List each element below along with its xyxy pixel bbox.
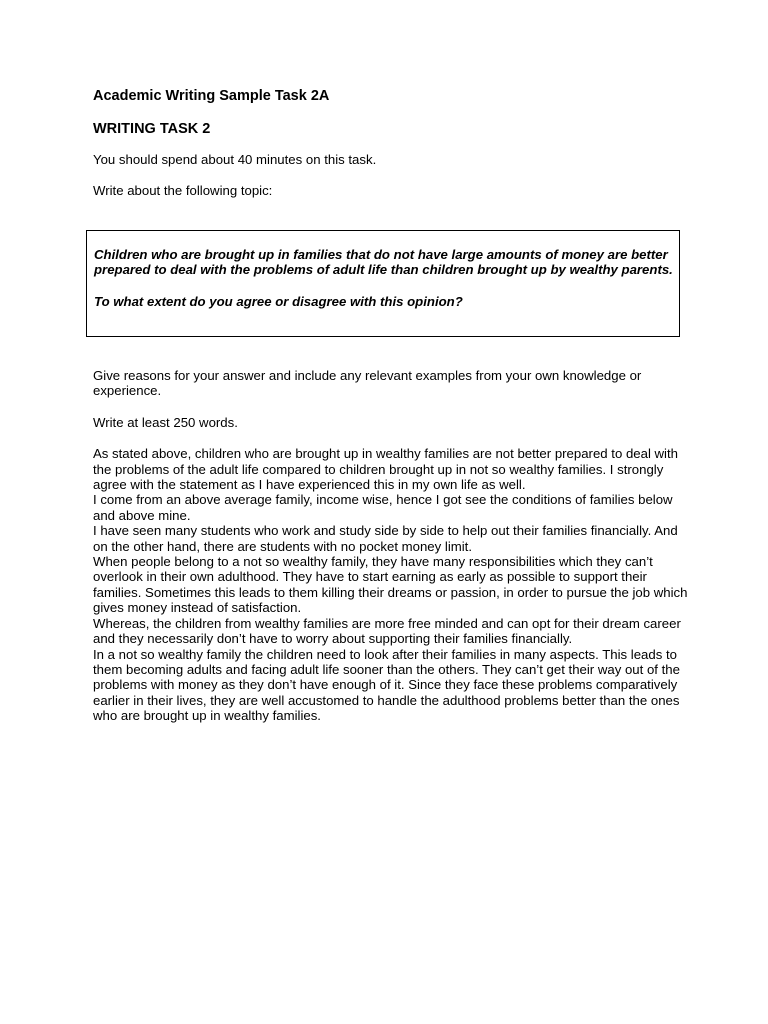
- header-section: [93, 86, 693, 199]
- essay-paragraph: In a not so wealthy family the children need to look after their families in many aspects. This leads to them becoming adults and facing adult life sooner than the others. They can’t get their way out of the problems with money as they don’t have enough of it. Since they face these problems comparatively earlier in their lives, they are well accustomed to handle the adulthood problems better than the ones who are brought up in wealthy families.: [93, 646, 680, 724]
- essay-paragraph: As stated above, children who are brought up in wealthy families are not better prepared to deal with the problems of the adult life compared to children brought up in not so wealthy families. I strongly agree with the statement as I have experienced this in my own life as well.: [93, 446, 678, 493]
- topic-instruction: Write about the following topic:: [93, 183, 273, 199]
- essay-paragraph: When people belong to a not so wealthy family, they have many responsibilities which they can’t overlook in their own adulthood. They have to start earning as early as possible to support their families. Sometimes this leads to them killing their dreams or passion, in order to pursue the job which gives money instead of satisfaction.: [93, 554, 688, 616]
- task-heading: WRITING TASK 2: [93, 121, 211, 137]
- prompt-content: [94, 247, 676, 309]
- essay-paragraph: I have seen many students who work and study side by side to help out their families financially. And on the other hand, there are students with no pocket money limit.: [93, 523, 678, 554]
- essay-body: [93, 446, 693, 723]
- essay-paragraph: Whereas, the children from wealthy families are more free minded and can opt for their dream career and they necessarily don’t have to worry about supporting their families financially.: [93, 615, 681, 647]
- instructions-and-essay: [93, 368, 693, 724]
- word-count-instruction: Write at least 250 words.: [93, 414, 238, 430]
- prompt-statement: Children who are brought up in families that do not have large amounts of money are better prepared to deal with the problems of adult life than children brought up by wealthy parents.: [94, 247, 673, 278]
- essay-paragraph: I come from an above average family, income wise, hence I got see the conditions of families below and above mine.: [93, 492, 673, 523]
- time-instruction: You should spend about 40 minutes on this task.: [93, 152, 377, 167]
- document-title: Academic Writing Sample Task 2A: [93, 88, 330, 104]
- prompt-question: To what extent do you agree or disagree with this opinion?: [94, 293, 463, 309]
- reasons-instruction: Give reasons for your answer and include any relevant examples from your own knowledge or experience.: [93, 368, 642, 399]
- prompt-box: [86, 230, 680, 337]
